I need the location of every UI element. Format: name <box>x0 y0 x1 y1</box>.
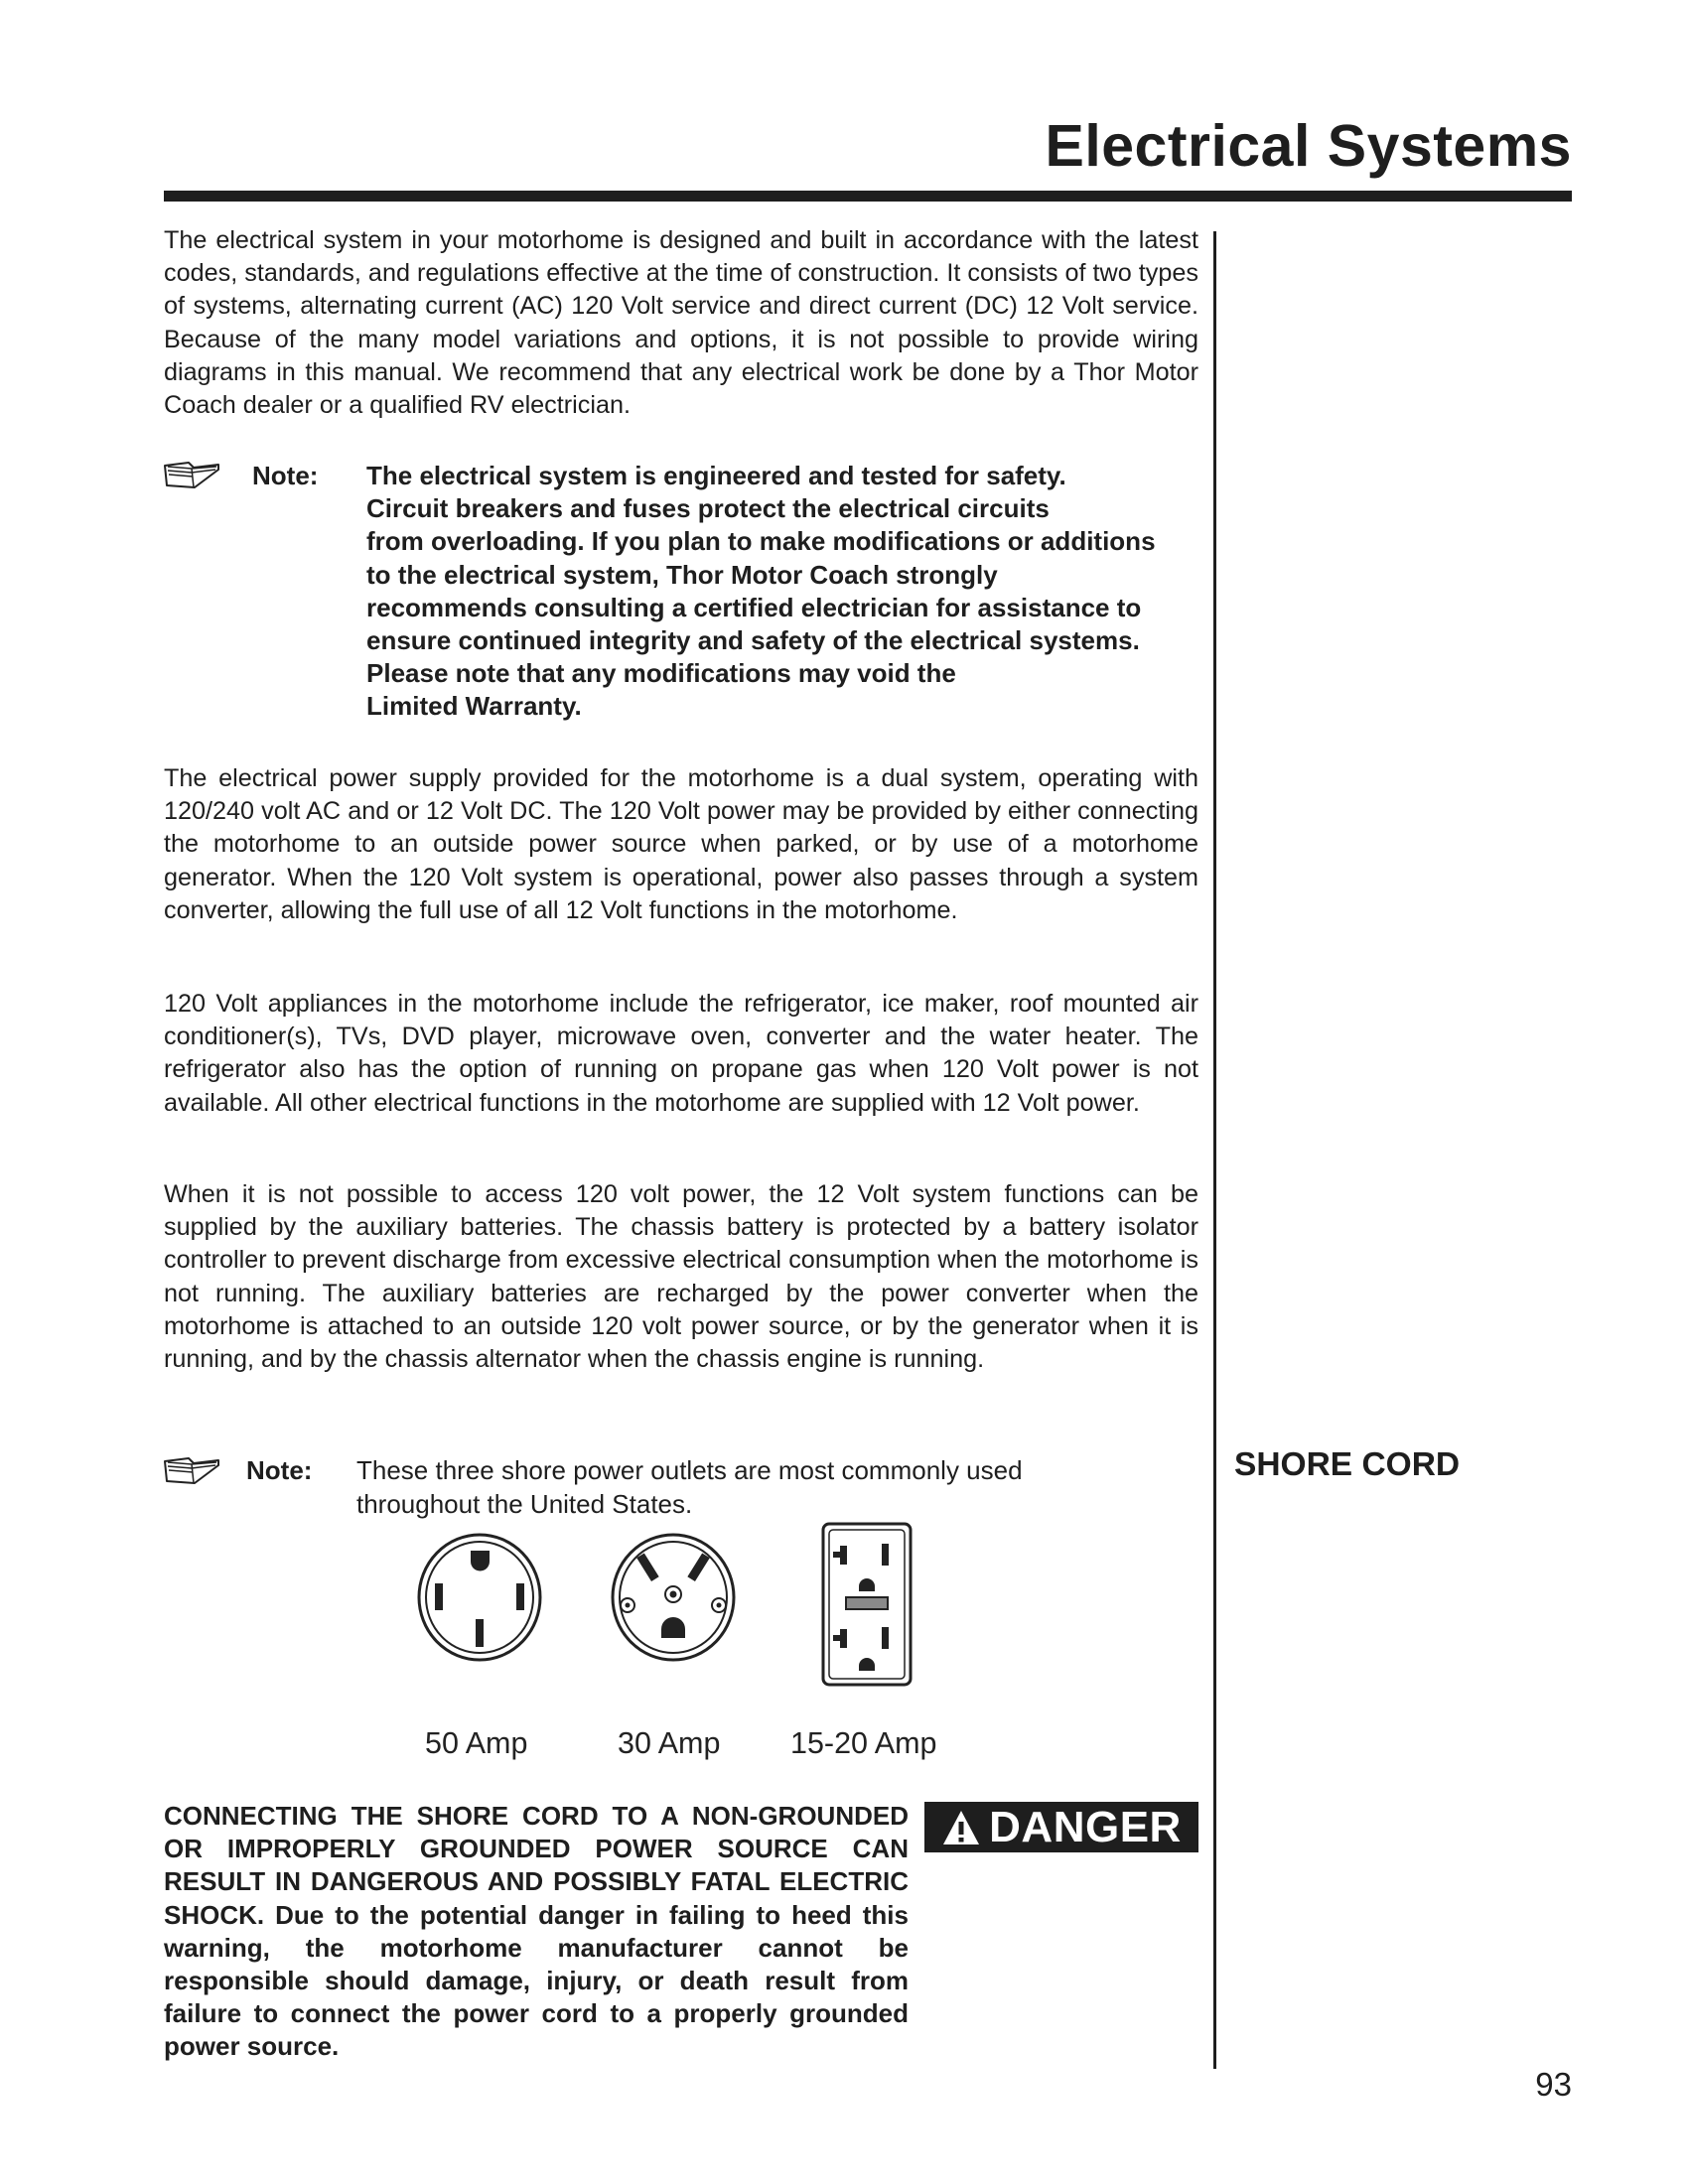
note-label: Note: <box>252 461 319 490</box>
danger-warning-text: CONNECTING THE SHORE CORD TO A NON-GROUNDED OR IMPROPERLY GROUNDED POWER SOURCE CAN RESULT IN DANGEROUS AND POSSIBLY FATAL ELECTRIC SHOCK. Due to the potential danger in failing to heed this warning, the motorhome manufacturer cannot be responsible should damage, injury, or death result from failure to connect the power cord to a properly grounded power source. <box>164 1801 909 2062</box>
outlet-label: 30 Amp <box>618 1726 721 1760</box>
note-line: recommends consulting a certified electrician for assistance to <box>366 592 1142 622</box>
outlet-50-amp-icon <box>416 1532 543 1663</box>
danger-badge <box>924 1802 1198 1852</box>
note-label: Note: <box>246 1455 313 1485</box>
note-line: ensure continued integrity and safety of the electrical systems. <box>366 625 1140 656</box>
note-line: The electrical system is engineered and tested for safety. <box>366 461 1066 490</box>
note-book-icon <box>162 458 221 491</box>
batteries-paragraph: When it is not possible to access 120 volt power, the 12 Volt system functions can be supplied by the auxiliary batteries. The chassis battery is protected by a battery isolator controller to prevent discharge from excessive electrical consumption when the motorhome is not running. The auxiliary batteries are recharged by the power converter when the motorhome is attached to an outside 120 volt power source, or by the generator when it is running, and by the chassis alternator when the chassis engine is running. <box>164 1180 1198 1374</box>
title-rule <box>164 191 1572 202</box>
power-supply-paragraph: The electrical power supply provided for the motorhome is a dual system, operating with 120/240 volt AC and or 12 Volt DC. The 120 Volt power may be provided by either connecting the motorhome to an outside power source when parked, or by use of a motorhome generator. When the 120 Volt system is operational, power also passes through a system converter, allowing the full use of all 12 Volt functions in the motorhome. <box>164 764 1198 924</box>
note-book-icon <box>162 1453 221 1487</box>
note-line: from overloading. If you plan to make modifications or additions <box>366 526 1156 557</box>
note-line: to the electrical system, Thor Motor Coach strongly <box>366 559 998 590</box>
shore-cord-heading: SHORE CORD <box>1234 1446 1461 1483</box>
note-line: Circuit breakers and fuses protect the electrical circuits <box>366 493 1050 524</box>
note-line: Limited Warranty. <box>366 691 582 722</box>
page-title: Electrical Systems <box>1045 113 1572 179</box>
appliances-paragraph: 120 Volt appliances in the motorhome include the refrigerator, ice maker, roof mounted air conditioner(s), TVs, DVD player, microwave oven, converter and the water heater. The refrigerator also has the option of running on propane gas when 120 Volt power is not available. All other electrical functions in the motorhome are supplied with 12 Volt power. <box>164 990 1198 1117</box>
outlet-30-amp-icon <box>610 1532 737 1663</box>
column-divider <box>1213 231 1216 2069</box>
page-number: 93 <box>1535 2066 1572 2103</box>
outlet-label: 50 Amp <box>425 1726 528 1760</box>
note-line: These three shore power outlets are most commonly used <box>356 1455 1023 1485</box>
note-body <box>366 460 1156 724</box>
note-body <box>356 1454 1023 1521</box>
warning-triangle-icon <box>941 1809 981 1846</box>
intro-paragraph: The electrical system in your motorhome is designed and built in accordance with the latest codes, standards, and regulations effective at the time of construction. It consists of two types of systems, alternating current (AC) 120 Volt service and direct current (DC) 12 Volt service. Because of the many model variations and options, it is not possible to provide wiring diagrams in this manual. We recommend that any electrical work be done by a Thor Motor Coach dealer or a qualified RV electrician. <box>164 226 1198 420</box>
note-line: throughout the United States. <box>356 1488 693 1519</box>
outlet-15-20-amp-icon <box>821 1522 913 1687</box>
note-line: Please note that any modifications may void the <box>366 658 956 689</box>
outlet-label: 15-20 Amp <box>790 1726 937 1760</box>
danger-label: DANGER <box>989 1802 1182 1851</box>
